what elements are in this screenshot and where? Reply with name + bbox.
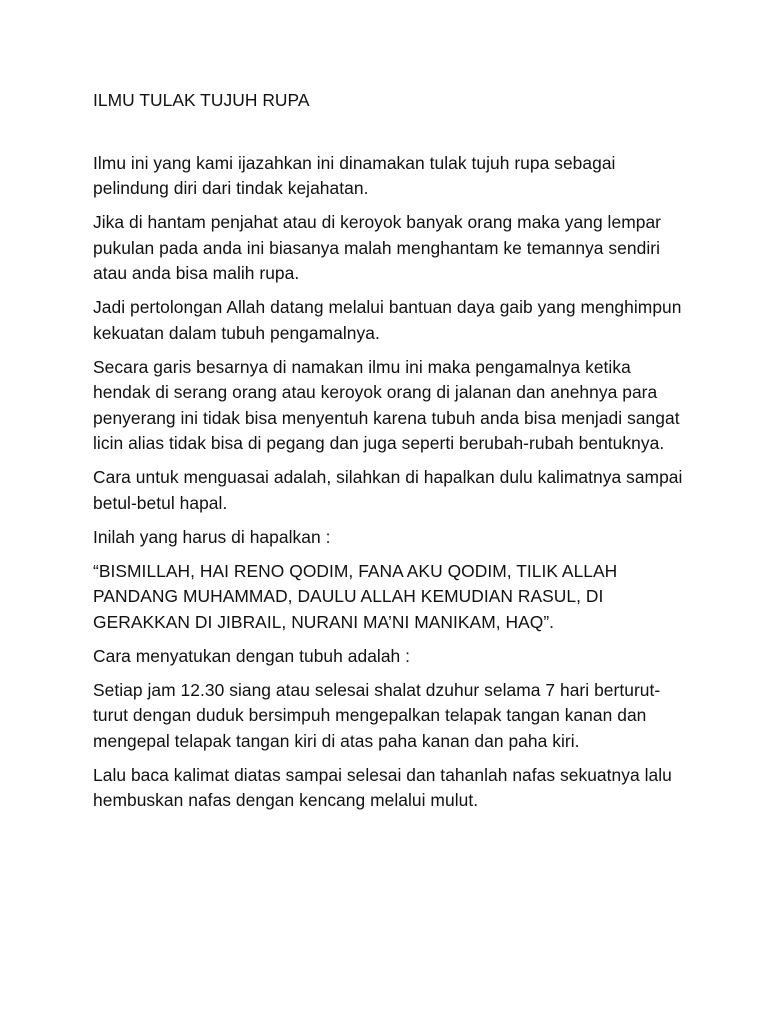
paragraph-unify-heading: Cara menyatukan dengan tubuh adalah : (93, 645, 411, 666)
paragraph-method: Cara untuk menguasai adalah, silahkan di hapalkan dulu kalimatnya sampai betul-betul hapal. (93, 467, 683, 513)
paragraph-breathing: Lalu baca kalimat diatas sampai selesai dan tahanlah nafas sekuatnya lalu hembuskan nafas dengan kencang melalui mulut. (93, 764, 672, 810)
paragraph-help: Jadi pertolongan Allah datang melalui bantuan daya gaib yang menghimpun kekuatan dalam tubuh pengamalnya. (93, 297, 682, 343)
document-title: ILMU TULAK TUJUH RUPA (93, 90, 310, 110)
paragraph-memorize-heading: Inilah yang harus di hapalkan : (93, 526, 331, 547)
document-body (93, 88, 693, 822)
paragraph-schedule: Setiap jam 12.30 siang atau selesai shalat dzuhur selama 7 hari berturut-turut dengan duduk bersimpuh mengepalkan telapak tangan kanan dan mengepal telapak tangan kiri di atas paha kanan dan paha kiri. (93, 679, 661, 751)
paragraph-intro: Ilmu ini yang kami ijazahkan ini dinamakan tulak tujuh rupa sebagai pelindung diri dari tindak kejahatan. (93, 152, 616, 198)
paragraph-overview: Secara garis besarnya di namakan ilmu ini maka pengamalnya ketika hendak di serang orang atau keroyok orang di jalanan dan anehnya para penyerang ini tidak bisa menyentuh karena tubuh anda bisa menjadi sangat licin alias tidak bisa di pegang dan juga seperti berubah-rubah bentuknya. (93, 356, 680, 453)
paragraph-incantation: “BISMILLAH, HAI RENO QODIM, FANA AKU QODIM, TILIK ALLAH PANDANG MUHAMMAD, DAULU ALLAH KEMUDIAN RASUL, DI GERAKKAN DI JIBRAIL, NURANI MA’NI MANIKAM, HAQ”. (93, 560, 618, 632)
paragraph-attack: Jika di hantam penjahat atau di keroyok banyak orang maka yang lempar pukulan pada anda ini biasanya malah menghantam ke temannya sendiri atau anda bisa malih rupa. (93, 212, 662, 283)
